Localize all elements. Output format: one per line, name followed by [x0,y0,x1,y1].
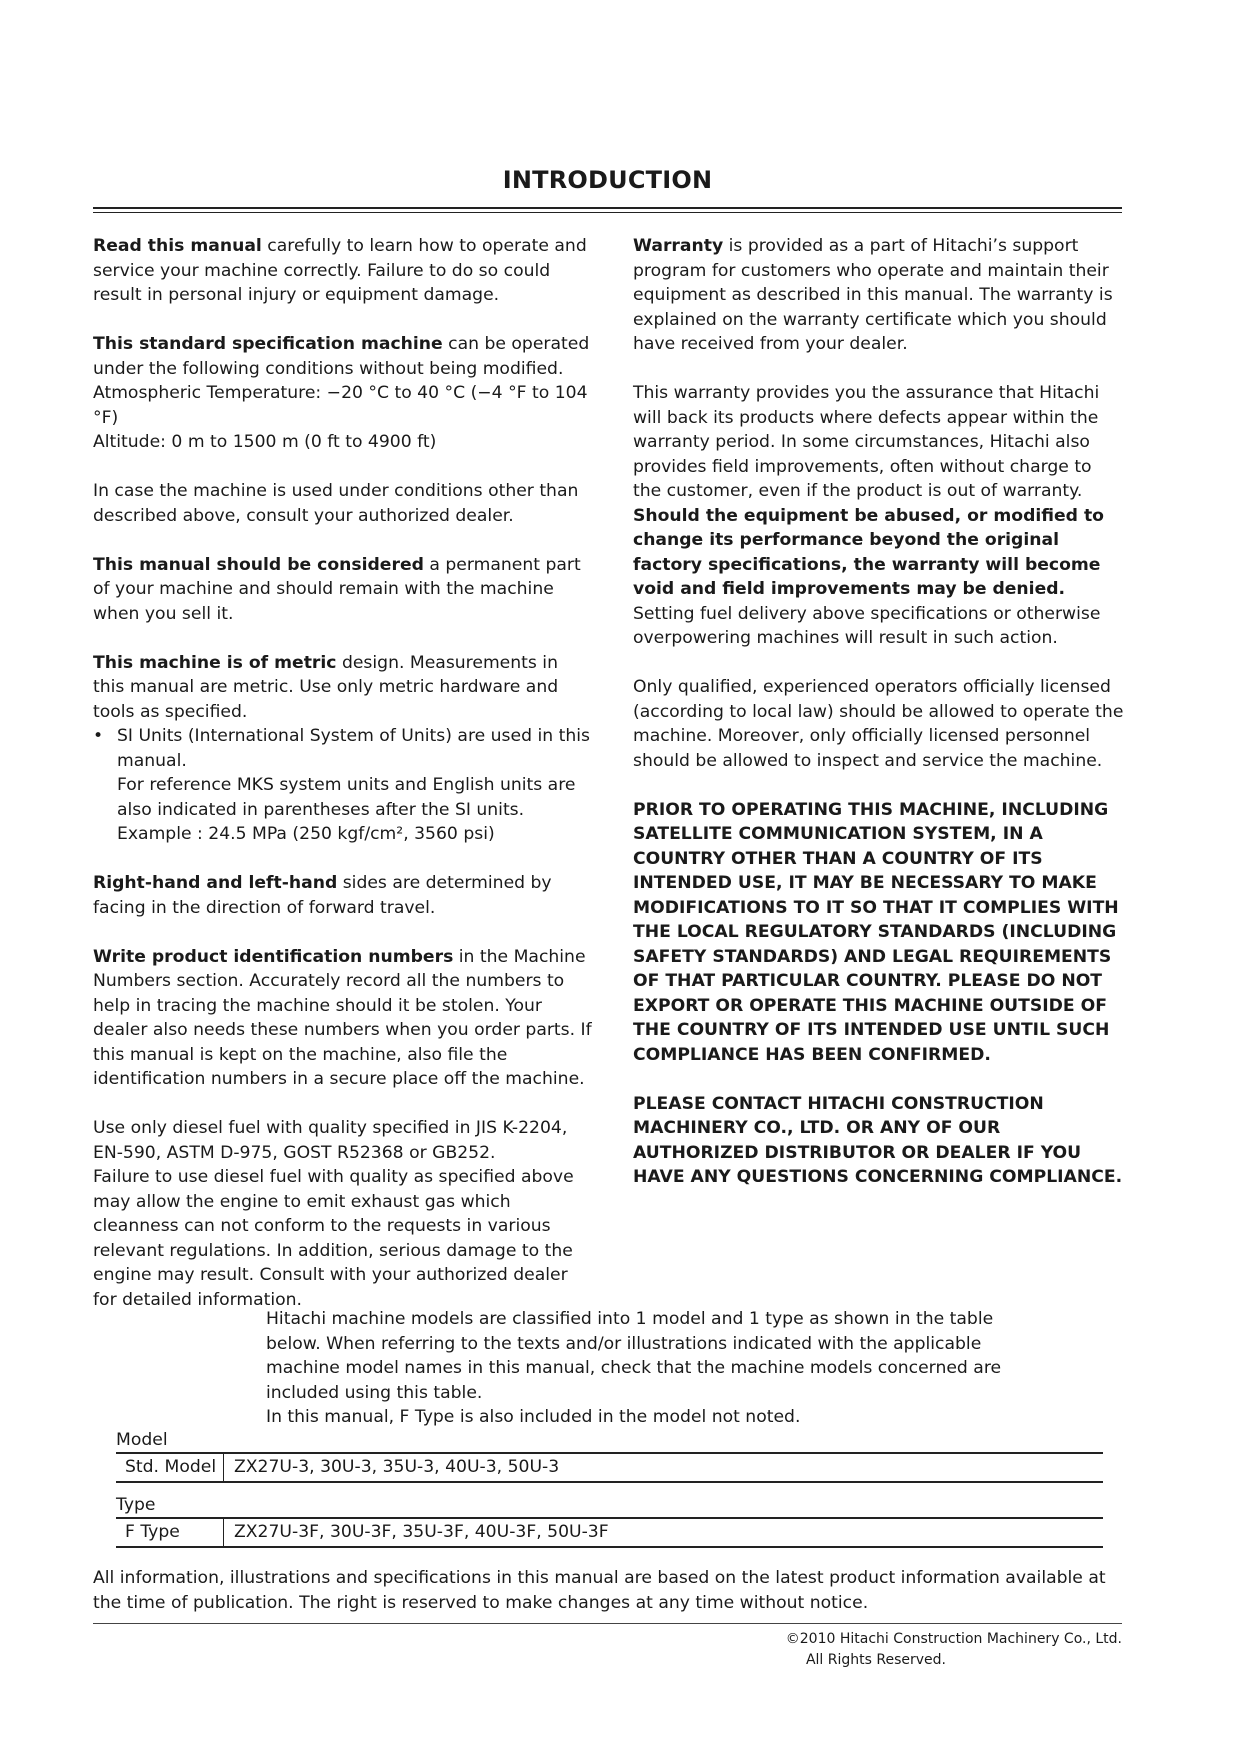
table-row [116,1452,1103,1483]
permanent-part-lead: This manual should be considered [93,554,424,575]
right-column [633,234,1125,1214]
f-type-label: F Type [116,1519,224,1546]
copyright-block [700,1629,1122,1670]
metric-paragraph [93,651,593,725]
left-column [93,234,593,1312]
permanent-part-paragraph [93,553,593,627]
assurance-paragraph [633,381,1125,651]
fuel-delivery-text: Setting fuel delivery above specifications or otherwise overpowering machines will result in such action. [633,603,1101,648]
sides-paragraph [93,871,593,920]
export-notice: PRIOR TO OPERATING THIS MACHINE, INCLUDING SATELLITE COMMUNICATION SYSTEM, IN A COUNTRY OTHER THAN A COUNTRY OF ITS INTENDED USE, IT MAY BE NECESSARY TO MAKE MODIFICATIONS TO IT SO THAT IT COMPLIES WITH THE LOCAL REGULATORY STANDARDS (INCLUDING SAFETY STANDARDS) AND LEGAL REQUIREMENTS OF THAT PARTICULAR COUNTRY. PLEASE DO NOT EXPORT OR OPERATE THIS MACHINE OUTSIDE OF THE COUNTRY OF ITS INTENDED USE UNTIL SUCH COMPLIANCE HAS BEEN CONFIRMED. [633,799,1119,1065]
type-section-label: Type [116,1495,156,1515]
other-conditions-paragraph: In case the machine is used under conditions other than described above, consult your authorized dealer. [93,481,579,526]
warranty-lead: Warranty [633,236,724,256]
temperature-range: Atmospheric Temperature: −20 °C to 40 °C (−4 °F to 104 °F) [93,383,588,428]
f-type-value: ZX27U-3F, 30U-3F, 35U-3F, 40U-3F, 50U-3F [234,1522,609,1542]
warranty-paragraph [633,234,1125,357]
disclaimer [93,1566,1133,1615]
metric-text: design. Measurements in this manual are metric. Use only metric hardware and tools as specified. [93,652,559,722]
abuse-warning: Should the equipment be abused, or modified to change its performance beyond the original factory specifications, the warranty will become void and field improvements may be denied. [633,505,1104,599]
standard-spec-lead: This standard specification machine [93,334,443,354]
identification-paragraph [93,945,593,1092]
copyright-text: ©2010 Hitachi Construction Machinery Co., Ltd. [785,1631,1122,1647]
models-note [266,1307,1026,1430]
std-model-label: Std. Model [116,1454,224,1481]
page-title: INTRODUCTION [502,166,713,194]
altitude-range: Altitude: 0 m to 1500 m (0 ft to 4900 ft) [93,432,437,452]
contact-notice: PLEASE CONTACT HITACHI CONSTRUCTION MACHINERY CO., LTD. OR ANY OF OUR AUTHORIZED DISTRIBUTOR OR DEALER IF YOU HAVE ANY QUESTIONS CONCERNING COMPLIANCE. [633,1093,1123,1187]
standard-spec-paragraph [93,332,593,455]
diesel-warning-text: Failure to use diesel fuel with quality as specified above may allow the engine to emit exhaust gas which cleanness can not conform to the requests in various relevant regulations. In addition, serious damage to the engine may result. Consult with your authorized dealer for detailed information. [93,1167,574,1310]
read-manual-paragraph [93,234,593,308]
footer-rule [93,1623,1122,1624]
diesel-spec-text: Use only diesel fuel with quality specified in JIS K-2204, EN-590, ASTM D-975, GOST R52368 or GB252. [93,1118,568,1163]
models-table [93,1428,1103,1548]
title-rule-thin [93,212,1122,213]
si-units-text: SI Units (International System of Units) are used in this manual. [117,726,590,771]
diesel-paragraph [93,1116,593,1312]
bullet-icon: • [93,726,104,746]
read-manual-lead: Read this manual [93,236,262,256]
rights-text: All Rights Reserved. [805,1651,946,1668]
units-example: Example : 24.5 MPa (250 kgf/cm², 3560 psi) [117,824,495,844]
model-section-label: Model [116,1430,168,1450]
mks-units-text: For reference MKS system units and English units are also indicated in parentheses after the SI units. [117,775,576,820]
sides-lead: Right-hand and left-hand [93,873,338,893]
disclaimer-text: All information, illustrations and specifications in this manual are based on the latest product information available at the time of publication. The right is reserved to make changes at any time without notice. [93,1568,1106,1613]
f-type-note: In this manual, F Type is also included in the model not noted. [266,1407,801,1427]
models-note-text: Hitachi machine models are classified into 1 model and 1 type as shown in the table below. When referring to the texts and/or illustrations indicated with the applicable machine model names in this manual, check that the machine models concerned are included using this table. [266,1309,1002,1403]
identification-lead: Write product identification numbers [93,946,454,967]
permanent-part-text: a permanent part of your machine and should remain with the machine when you sell it. [93,554,581,624]
operators-paragraph: Only qualified, experienced operators officially licensed (according to local law) should be allowed to operate the machine. Moreover, only officially licensed personnel should be allowed to inspect and service the machine. [633,677,1124,771]
sides-text: sides are determined by facing in the direction of forward travel. [93,873,552,918]
standard-spec-text: can be operated under the following conditions without being modified. [93,334,590,379]
table-row [116,1517,1103,1548]
title-rule [93,207,1122,209]
identification-text: in the Machine Numbers section. Accurately record all the numbers to help in tracing the machine should it be stolen. Your dealer also needs these numbers when you order parts. If this manual is kept on the machine, also file the identification numbers in a secure place off the machine. [93,946,592,1089]
metric-lead: This machine is of metric [93,652,337,673]
read-manual-text: carefully to learn how to operate and service your machine correctly. Failure to do so could result in personal injury or equipment damage. [93,236,587,305]
std-model-value: ZX27U-3, 30U-3, 35U-3, 40U-3, 50U-3 [234,1457,560,1477]
assurance-text: This warranty provides you the assurance that Hitachi will back its products where defects appear within the warranty period. In some circumstances, Hitachi also provides field improvements, often without charge to the customer, even if the product is out of warranty. [633,383,1100,501]
warranty-text: is provided as a part of Hitachi’s support program for customers who operate and maintain their equipment as described in this manual. The warranty is explained on the warranty certificate which you should have received from your dealer. [633,236,1113,354]
si-units-bullet [93,724,593,847]
